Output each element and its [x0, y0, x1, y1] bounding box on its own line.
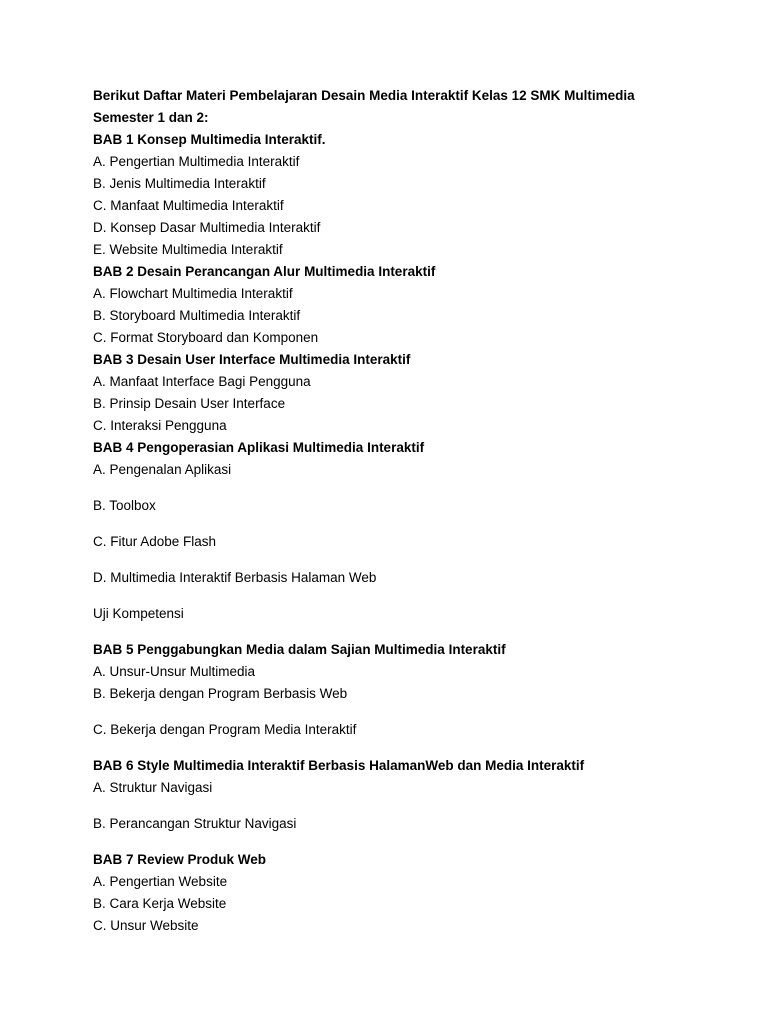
- bab2-item: C. Format Storyboard dan Komponen: [93, 330, 319, 345]
- bab1-item: B. Jenis Multimedia Interaktif: [93, 176, 266, 191]
- bab6-title: BAB 6 Style Multimedia Interaktif Berbasis HalamanWeb dan Media Interaktif: [93, 758, 585, 773]
- bab4-item: C. Fitur Adobe Flash: [93, 534, 217, 549]
- bab4-title: BAB 4 Pengoperasian Aplikasi Multimedia Interaktif: [93, 440, 425, 455]
- bab1-item: D. Konsep Dasar Multimedia Interaktif: [93, 220, 321, 235]
- bab2-item: A. Flowchart Multimedia Interaktif: [93, 286, 293, 301]
- bab2-item: B. Storyboard Multimedia Interaktif: [93, 308, 301, 323]
- bab7-item: A. Pengertian Website: [93, 874, 228, 889]
- bab7-title: BAB 7 Review Produk Web: [93, 852, 267, 867]
- intro-heading-line-1: Berikut Daftar Materi Pembelajaran Desain Media Interaktif Kelas 12 SMK Multimedia: [93, 88, 635, 103]
- bab2-title: BAB 2 Desain Perancangan Alur Multimedia Interaktif: [93, 264, 436, 279]
- bab6-item: B. Perancangan Struktur Navigasi: [93, 816, 297, 831]
- bab6-item: A. Struktur Navigasi: [93, 780, 213, 795]
- bab1-item: A. Pengertian Multimedia Interaktif: [93, 154, 300, 169]
- bab5-item: C. Bekerja dengan Program Media Interaktif: [93, 722, 357, 737]
- bab4-item: A. Pengenalan Aplikasi: [93, 462, 232, 477]
- bab1-item: C. Manfaat Multimedia Interaktif: [93, 198, 284, 213]
- bab3-item: B. Prinsip Desain User Interface: [93, 396, 286, 411]
- document-page: [93, 85, 753, 937]
- bab5-item: A. Unsur-Unsur Multimedia: [93, 664, 256, 679]
- bab7-item: C. Unsur Website: [93, 918, 199, 933]
- bab1-title: BAB 1 Konsep Multimedia Interaktif.: [93, 132, 326, 147]
- bab7-item: B. Cara Kerja Website: [93, 896, 227, 911]
- uji-kompetensi: Uji Kompetensi: [93, 606, 184, 621]
- bab3-title: BAB 3 Desain User Interface Multimedia Interaktif: [93, 352, 411, 367]
- bab1-item: E. Website Multimedia Interaktif: [93, 242, 283, 257]
- bab5-title: BAB 5 Penggabungkan Media dalam Sajian Multimedia Interaktif: [93, 642, 506, 657]
- bab4-item: D. Multimedia Interaktif Berbasis Halaman Web: [93, 570, 377, 585]
- bab3-item: C. Interaksi Pengguna: [93, 418, 227, 433]
- bab3-item: A. Manfaat Interface Bagi Pengguna: [93, 374, 311, 389]
- bab5-item: B. Bekerja dengan Program Berbasis Web: [93, 686, 348, 701]
- bab4-item: B. Toolbox: [93, 498, 156, 513]
- intro-heading-line-2: Semester 1 dan 2:: [93, 110, 209, 125]
